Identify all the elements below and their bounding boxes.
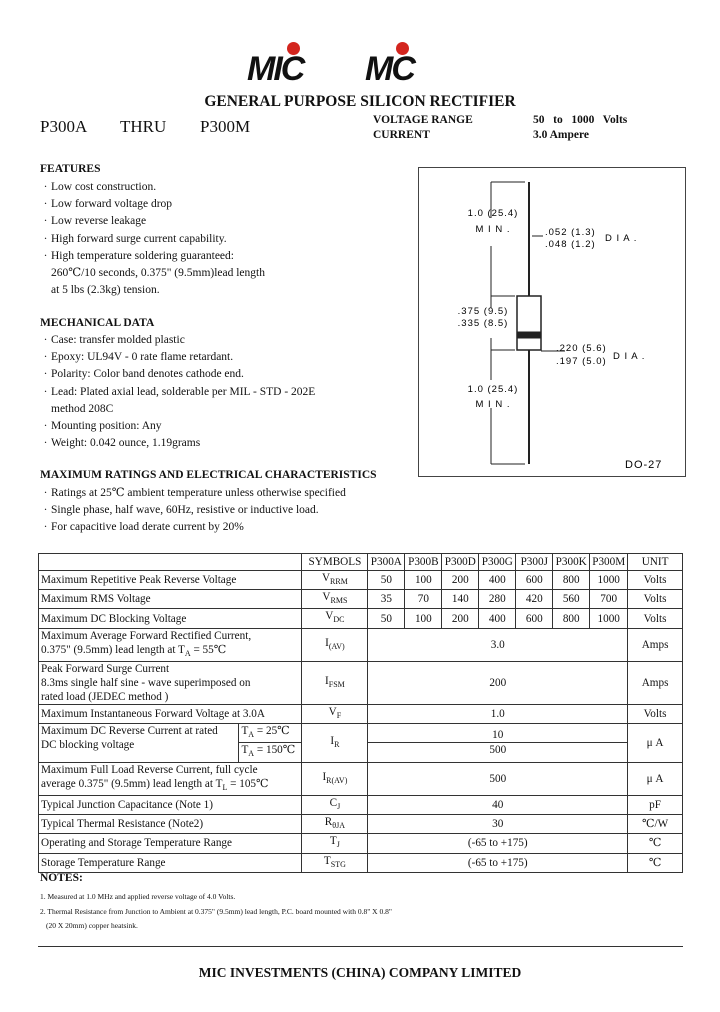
value-cell: 1000 — [590, 571, 628, 590]
param-cell: Storage Temperature Range — [39, 853, 302, 872]
body-length-max: .375 (9.5) — [457, 306, 509, 317]
value-cell: 700 — [590, 590, 628, 609]
table-row — [39, 762, 683, 795]
list-item: · For capacitive load derate current by 20% — [40, 519, 346, 536]
wire-dia-max: .052 (1.3) — [545, 227, 596, 238]
list-item: · Weight: 0.042 ounce, 1.19grams — [40, 435, 315, 452]
list-item-cont: method 208C — [51, 402, 114, 415]
lead-length-top-min: M I N . — [475, 224, 511, 235]
symbol-cell: $I_R$ — [302, 724, 368, 762]
value-cell: 560 — [553, 590, 590, 609]
value-cell: 600 — [516, 571, 553, 590]
symbol-cell: $I_{(AV)}$ — [302, 628, 368, 661]
value-cell: 1000 — [590, 609, 628, 628]
series-to: P300M — [200, 117, 251, 136]
features-heading: FEATURES — [40, 163, 101, 175]
list-item: · Epoxy: UL94V - 0 rate flame retardant. — [40, 349, 315, 366]
unit-cell: Volts — [628, 704, 683, 723]
table-row — [39, 628, 683, 661]
header-cell: P300D — [442, 554, 479, 571]
param-cell: Maximum Repetitive Peak Reverse Voltage — [39, 571, 302, 590]
footer-divider — [38, 946, 683, 947]
value-cell: 70 — [405, 590, 442, 609]
param-cell: Maximum RMS Voltage — [39, 590, 302, 609]
table-row — [39, 609, 683, 628]
value-cell: 100 — [405, 609, 442, 628]
unit-cell: μ A — [628, 762, 683, 795]
table-row — [39, 795, 683, 814]
unit-cell: ℃ — [628, 853, 683, 872]
table-row — [39, 590, 683, 609]
notes-heading: NOTES: — [40, 872, 83, 884]
list-item: · Mounting position: Any — [40, 418, 315, 435]
list-item: · Polarity: Color band denotes cathode end. — [40, 366, 315, 383]
max-ratings-list — [40, 485, 346, 537]
note-2: 2. Thermal Resistance from Junction to Ambient at 0.375" (9.5mm) lead length, P.C. board mounted with 0.8" X 0.8" — [40, 907, 392, 916]
current-label: CURRENT — [373, 129, 430, 141]
param-cell: Maximum Instantaneous Forward Voltage at 3.0A — [39, 704, 302, 723]
value-cell: (-65 to +175) — [368, 834, 628, 853]
param-cell: Peak Forward Surge Current 8.3ms single half sine - wave superimposed on rated load (JEDEC method ) — [39, 661, 302, 704]
value-cell: 50 — [368, 609, 405, 628]
list-item: · Low reverse leakage — [40, 213, 265, 230]
package-outline-box — [418, 167, 686, 477]
company-logo — [243, 40, 443, 92]
value-cell: (-65 to +175) — [368, 853, 628, 872]
body-dia-max: .220 (5.6) — [556, 343, 607, 354]
list-item: · High forward surge current capability. — [40, 231, 265, 248]
param-cell: Maximum DC Reverse Current at rated DC blocking voltage $T_A$ = 25℃ $T_A$ = 150℃ — [39, 724, 302, 762]
list-item: · Single phase, half wave, 60Hz, resistive or inductive load. — [40, 502, 346, 519]
unit-cell: Volts — [628, 590, 683, 609]
unit-cell: ℃ — [628, 834, 683, 853]
table-row — [39, 661, 683, 704]
table-row — [39, 571, 683, 590]
voltage-range-label: VOLTAGE RANGE — [373, 114, 473, 126]
value-cell: 400 — [479, 571, 516, 590]
symbol-cell: $T_{STG}$ — [302, 853, 368, 872]
header-cell: P300B — [405, 554, 442, 571]
param-cell: Operating and Storage Temperature Range — [39, 834, 302, 853]
wire-dia-min: .048 (1.2) — [545, 239, 596, 250]
list-item: · Case: transfer molded plastic — [40, 332, 315, 349]
value-cell: 800 — [553, 609, 590, 628]
value-cell: 600 — [516, 609, 553, 628]
value-cell: 200 — [442, 609, 479, 628]
symbol-cell: $V_{RRM}$ — [302, 571, 368, 590]
param-cell: Maximum Average Forward Rectified Current, 0.375" (9.5mm) lead length at $T_A$ = 55℃ — [39, 628, 302, 661]
symbol-cell: $V_F$ — [302, 704, 368, 723]
symbol-cell: $C_J$ — [302, 795, 368, 814]
symbol-cell: $V_{RMS}$ — [302, 590, 368, 609]
unit-cell: Amps — [628, 628, 683, 661]
list-item: · Ratings at 25℃ ambient temperature unless otherwise specified — [40, 485, 346, 502]
ratings-table — [38, 553, 683, 873]
unit-cell: μ A — [628, 724, 683, 762]
lead-length-bottom: 1.0 (25.4) — [467, 384, 519, 395]
list-item-cont: 260℃/10 seconds, 0.375" (9.5mm)lead length — [51, 267, 265, 280]
value-cell: 140 — [442, 590, 479, 609]
value-cell: 40 — [368, 795, 628, 814]
param-cell: Typical Junction Capacitance (Note 1) — [39, 795, 302, 814]
param-cell: Typical Thermal Resistance (Note2) — [39, 815, 302, 834]
symbol-cell: $V_{DC}$ — [302, 609, 368, 628]
mechanical-heading: MECHANICAL DATA — [40, 317, 155, 329]
value-cell: 280 — [479, 590, 516, 609]
list-item-cont: at 5 lbs (2.3kg) tension. — [51, 284, 160, 297]
document-title: GENERAL PURPOSE SILICON RECTIFIER — [204, 93, 516, 110]
features-list — [40, 179, 265, 299]
param-cell: Maximum Full Load Reverse Current, full cycle average 0.375" (9.5mm) lead length at $T_L$ = 105℃ — [39, 762, 302, 795]
logo-text-right: MC — [365, 50, 414, 88]
series-from: P300A — [40, 117, 88, 136]
table-row — [39, 853, 683, 872]
header-cell: UNIT — [628, 554, 683, 571]
value-cell: 1.0 — [368, 704, 628, 723]
header-cell: P300K — [553, 554, 590, 571]
body-dia-min: .197 (5.0) — [556, 356, 607, 367]
value-cell: 500 — [368, 762, 628, 795]
symbol-cell: $T_J$ — [302, 834, 368, 853]
body-dia-label: D I A . — [613, 351, 646, 362]
voltage-range-value: 50 to 1000 Volts — [533, 114, 628, 126]
header-cell: P300A — [368, 554, 405, 571]
list-item: · Low cost construction. — [40, 179, 265, 196]
unit-cell: ℃/W — [628, 815, 683, 834]
header-cell: SYMBOLS — [302, 554, 368, 571]
header-cell-blank — [39, 554, 302, 571]
package-name: DO-27 — [625, 459, 663, 471]
note-1: 1. Measured at 1.0 MHz and applied reverse voltage of 4.0 Volts. — [40, 892, 236, 901]
table-row — [39, 815, 683, 834]
table-row — [39, 834, 683, 853]
header-cell: P300J — [516, 554, 553, 571]
value-cell: 35 — [368, 590, 405, 609]
series-thru: THRU — [120, 117, 167, 136]
symbol-cell: $I_{FSM}$ — [302, 661, 368, 704]
param-cell: Maximum DC Blocking Voltage — [39, 609, 302, 628]
unit-cell: Volts — [628, 609, 683, 628]
unit-cell: pF — [628, 795, 683, 814]
value-cell: 400 — [479, 609, 516, 628]
lead-length-top: 1.0 (25.4) — [467, 208, 519, 219]
logo-text-left: MIC — [247, 50, 304, 88]
current-value: 3.0 Ampere — [533, 129, 590, 141]
table-header-row — [39, 554, 683, 571]
do27-package-drawing — [419, 168, 685, 476]
value-cell: 3.0 — [368, 628, 628, 661]
table-row — [39, 724, 683, 762]
body-length-min: .335 (8.5) — [457, 318, 509, 329]
value-cell: 100 — [405, 571, 442, 590]
unit-cell: Volts — [628, 571, 683, 590]
value-cell: 30 — [368, 815, 628, 834]
list-item: · Low forward voltage drop — [40, 196, 265, 213]
lead-length-bottom-min: M I N . — [475, 399, 511, 410]
value-cell: 50 — [368, 571, 405, 590]
symbol-cell: $R_{\theta JA}$ — [302, 815, 368, 834]
value-cell: 800 — [553, 571, 590, 590]
value-cell: 200 — [442, 571, 479, 590]
header-cell: P300M — [590, 554, 628, 571]
value-cell: 10 500 — [368, 724, 628, 762]
mechanical-list — [40, 332, 315, 452]
max-ratings-heading: MAXIMUM RATINGS AND ELECTRICAL CHARACTERISTICS — [40, 469, 377, 481]
table-row — [39, 704, 683, 723]
unit-cell: Amps — [628, 661, 683, 704]
list-item: · Lead: Plated axial lead, solderable per MIL - STD - 202E — [40, 384, 315, 401]
value-cell: 420 — [516, 590, 553, 609]
value-cell: 200 — [368, 661, 628, 704]
footer-company: MIC INVESTMENTS (CHINA) COMPANY LIMITED — [198, 965, 522, 980]
header-cell: P300G — [479, 554, 516, 571]
wire-dia-label: D I A . — [605, 233, 638, 244]
note-2-cont: (20 X 20mm) copper heatsink. — [46, 921, 138, 930]
list-item: · High temperature soldering guaranteed: — [40, 248, 265, 265]
symbol-cell: $I_{R(AV)}$ — [302, 762, 368, 795]
